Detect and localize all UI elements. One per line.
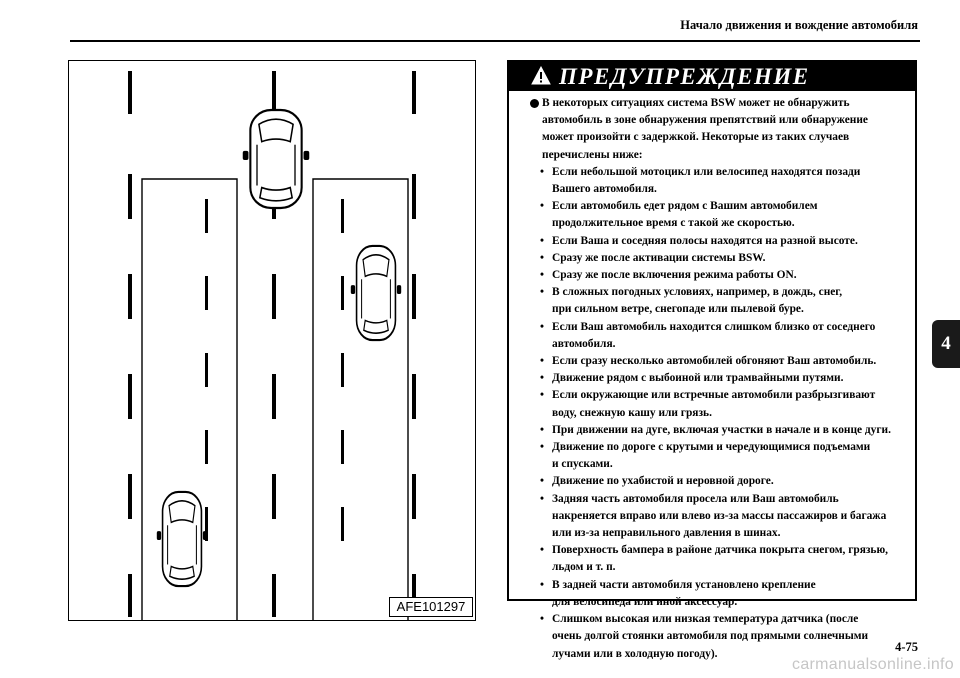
bullet-icon: • xyxy=(540,165,544,178)
bullet-icon: • xyxy=(540,200,544,213)
list-item: • Движение по дороге с крутыми и чередующимися подъемами и спусками. xyxy=(540,441,871,471)
list-item: • При движении на дуге, включая участки в начале и в конце дуги. xyxy=(519,422,913,439)
list-item: • Задняя часть автомобиля просела или Ваш автомобиль накреняется вправо или влево из-за массы пассажиров и багажа или из-за неправильного давления в шинах. xyxy=(540,492,887,540)
warning-intro: В некоторых ситуациях система BSW может не обнаружить автомобиль в зоне обнаружения препятствий или обнаружение может произойти с задержкой. Некоторые из таких случаев перечислены ниже: xyxy=(519,95,913,164)
figure-label: AFE101297 xyxy=(389,597,473,617)
warning-triangle-icon xyxy=(531,66,551,85)
warning-list xyxy=(519,164,913,663)
list-item: • Если сразу несколько автомобилей обгоняют Ваш автомобиль. xyxy=(519,353,913,370)
list-item: • В задней части автомобиля установлено крепление для велосипеда или иной аксессуар. xyxy=(540,578,816,608)
lane-marking-left-outer xyxy=(128,71,132,617)
warning-title: ПРЕДУПРЕЖДЕНИЕ xyxy=(559,64,810,89)
lane-marking-right-inner xyxy=(341,199,344,541)
list-item: • Движение рядом с выбоиной или трамвайными путями. xyxy=(519,370,913,387)
header-divider xyxy=(70,40,920,42)
bullet-icon: • xyxy=(540,613,544,626)
lane-marking-left-inner xyxy=(205,199,208,541)
list-item: • Если Ваш автомобиль находится слишком близко от соседнего автомобиля. xyxy=(540,320,876,350)
bullet-icon: • xyxy=(540,251,544,264)
car-top-view-icon xyxy=(157,492,207,586)
list-item: • Если небольшой мотоцикл или велосипед находятся позади Вашего автомобиля. xyxy=(540,165,861,196)
section-header-title: Начало движения и вождение автомобиля xyxy=(680,18,918,32)
page-number: 4-75 xyxy=(895,640,918,654)
lane-marking-right-outer xyxy=(412,71,416,617)
bullet-icon: • xyxy=(540,492,544,505)
list-item: • Движение по ухабистой и неровной дороге. xyxy=(519,473,913,490)
car-top-view-icon xyxy=(243,110,310,208)
car-top-view-icon xyxy=(351,246,401,340)
bullet-icon: • xyxy=(540,475,544,488)
section-tab: 4 xyxy=(932,320,960,368)
list-item: • Сразу же после включения режима работы ON. xyxy=(519,267,913,284)
road-lane-diagram xyxy=(69,61,476,621)
list-item: • Слишком высокая или низкая температура датчика (после очень долгой стоянки автомобиля под прямыми солнечными лучами или в холодную погоду). xyxy=(540,613,869,660)
bullet-icon: • xyxy=(540,423,544,436)
bullet-icon xyxy=(530,99,539,108)
bullet-icon: • xyxy=(540,578,544,591)
detection-zone-right xyxy=(313,179,408,621)
bullet-icon: • xyxy=(540,286,544,299)
watermark: carmanualsonline.info xyxy=(792,656,954,673)
list-item: • В сложных погодных условиях, например, в дождь, снег, при сильном ветре, снегопаде или пылевой буре. xyxy=(540,286,843,316)
bullet-icon: • xyxy=(540,320,544,333)
list-item: • Поверхность бампера в районе датчика покрыта снегом, грязью, льдом и т. п. xyxy=(540,544,889,574)
bullet-icon: • xyxy=(540,389,544,402)
bullet-icon: • xyxy=(540,234,544,247)
list-item: • Если автомобиль едет рядом с Вашим автомобилем продолжительное время с такой же скоростью. xyxy=(540,200,818,230)
bullet-icon: • xyxy=(540,544,544,557)
bullet-icon: • xyxy=(540,355,544,368)
list-item: • Сразу же после активации системы BSW. xyxy=(519,250,913,267)
list-item: • Если окружающие или встречные автомобили разбрызгивают воду, снежную кашу или грязь. xyxy=(540,389,876,419)
bsw-lane-figure xyxy=(68,60,476,621)
warning-header xyxy=(509,62,915,91)
bullet-icon: • xyxy=(540,372,544,385)
bullet-icon: • xyxy=(540,269,544,282)
list-item: • Если Ваша и соседняя полосы находятся на разной высоте. xyxy=(519,233,913,250)
warning-body xyxy=(519,95,913,663)
bullet-icon: • xyxy=(540,441,544,454)
